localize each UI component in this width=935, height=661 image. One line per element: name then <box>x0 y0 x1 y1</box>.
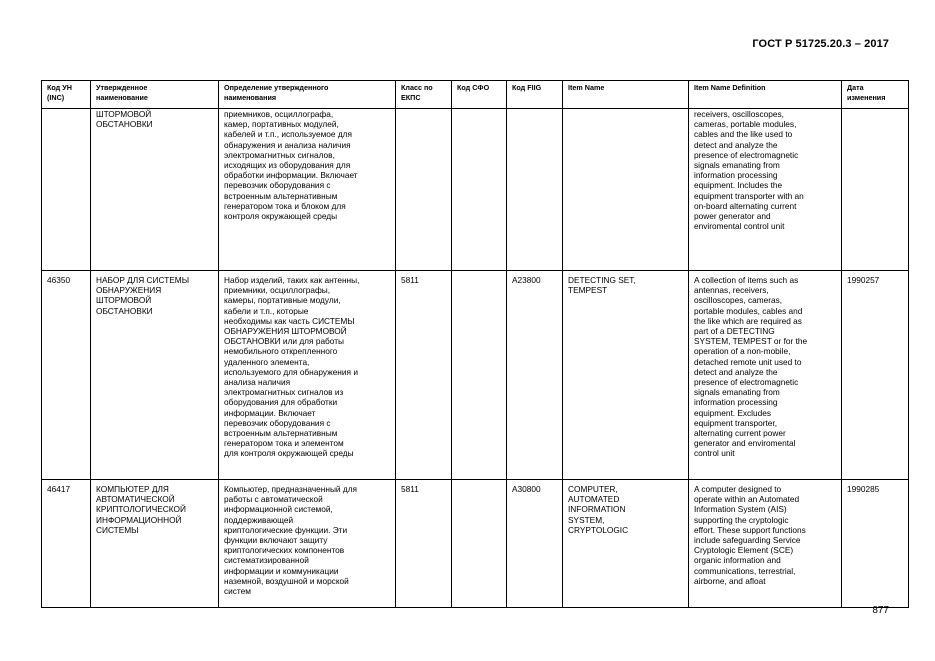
cell-item-name: DETECTING SET, TEMPEST <box>563 271 689 480</box>
header-item-name: Item Name <box>563 81 689 109</box>
cell-fiig-code: A23800 <box>507 271 563 480</box>
header-fiig-code: Код FIIG <box>507 81 563 109</box>
cell-change-date: 1990285 <box>842 480 909 608</box>
header-approved-name: Утвержденное наименование <box>91 81 219 109</box>
table-row <box>42 480 909 608</box>
cell-item-name-definition: receivers, oscilloscopes, cameras, portable modules, cables and the like used to detect and analyze the presence of electromagnetic signals emanating from information processing equipment. Includes the equipment transporter with an on-board alternating current power generator and enviromental control unit <box>689 109 842 271</box>
cell-definition: приемников, осциллографа, камер, портативных модулей, кабелей и т.п., используемое для обнаружения и анализа наличия электромагнитных сигналов, исходящих из оборудования для обработки информации. Включает перевозчик оборудования с встроенным альтернативным генератором тока и блоком для контроля окружающей среды <box>219 109 396 271</box>
header-sfo-code: Код СФО <box>452 81 507 109</box>
header-class: Класс по ЕКПС <box>396 81 452 109</box>
page-number: 877 <box>872 605 889 616</box>
document-header: ГОСТ Р 51725.20.3 – 2017 <box>752 38 889 50</box>
cell-item-name <box>563 109 689 271</box>
cell-fiig-code <box>507 109 563 271</box>
cell-item-name: COMPUTER, AUTOMATED INFORMATION SYSTEM, CRYPTOLOGIC <box>563 480 689 608</box>
table-row <box>42 109 909 271</box>
cell-sfo-code <box>452 480 507 608</box>
cell-sfo-code <box>452 271 507 480</box>
cell-approved-name: НАБОР ДЛЯ СИСТЕМЫ ОБНАРУЖЕНИЯ ШТОРМОВОЙ ОБСТАНОВКИ <box>91 271 219 480</box>
cell-approved-name: ШТОРМОВОЙ ОБСТАНОВКИ <box>91 109 219 271</box>
cell-class <box>396 109 452 271</box>
cell-item-name-definition: A collection of items such as antennas, receivers, oscilloscopes, cameras, portable modules, cables and the like which are required as part of a DETECTING SYSTEM, TEMPEST or for the operation of a non-mobile, detached remote unit used to detect and analyze the presence of electromagnetic signals emanating from information processing equipment. Excludes equipment transporter, alternating current power generator and enviromental control unit <box>689 271 842 480</box>
cell-fiig-code: A30800 <box>507 480 563 608</box>
table-header-row <box>42 81 909 109</box>
header-inc: Код УН (INC) <box>42 81 91 109</box>
cell-inc <box>42 109 91 271</box>
cell-item-name-definition: A computer designed to operate within an Automated Information System (AIS) supporting the cryptologic effort. These support functions include safeguarding Service Cryptologic Element (SCE) organic information and communications, terrestrial, airborne, and afloat <box>689 480 842 608</box>
cell-definition: Набор изделий, таких как антенны, приемники, осциллографы, камеры, портативные модули, кабели и т.п., которые необходимы как часть СИСТЕМЫ ОБНАРУЖЕНИЯ ШТОРМОВОЙ ОБСТАНОВКИ или для работы немобильного открепленного удаленного элемента, используемого для обнаружения и анализа наличия электромагнитных сигналов из оборудования для обработки информации. Включает перевозчик оборудования с встроенным альтернативным генератором тока и элементом для контроля окружающей среды <box>219 271 396 480</box>
cell-class: 5811 <box>396 271 452 480</box>
nomenclature-table <box>41 80 909 608</box>
cell-change-date: 1990257 <box>842 271 909 480</box>
cell-inc: 46417 <box>42 480 91 608</box>
header-definition: Определение утвержденного наименования <box>219 81 396 109</box>
cell-inc: 46350 <box>42 271 91 480</box>
cell-class: 5811 <box>396 480 452 608</box>
cell-sfo-code <box>452 109 507 271</box>
table-row <box>42 271 909 480</box>
cell-change-date <box>842 109 909 271</box>
cell-approved-name: КОМПЬЮТЕР ДЛЯ АВТОМАТИЧЕСКОЙ КРИПТОЛОГИЧЕСКОЙ ИНФОРМАЦИОННОЙ СИСТЕМЫ <box>91 480 219 608</box>
header-item-name-definition: Item Name Definition <box>689 81 842 109</box>
header-change-date: Дата изменения <box>842 81 909 109</box>
cell-definition: Компьютер, предназначенный для работы с автоматической информационной системой, поддерживающей криптологические функции. Эти функции включают защиту криптологических компонентов систематизированной информации и коммуникации наземной, воздушной и морской систем <box>219 480 396 608</box>
